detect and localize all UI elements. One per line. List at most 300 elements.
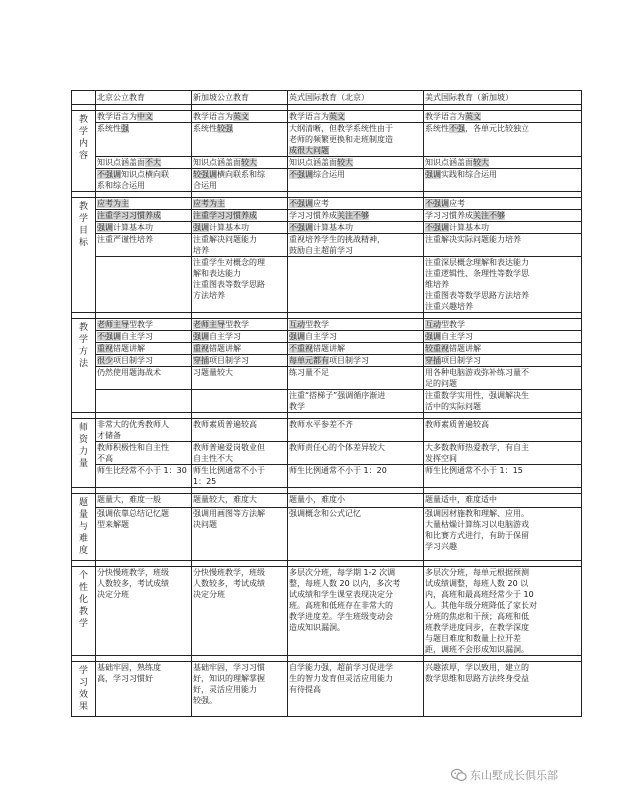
table-row bbox=[72, 331, 582, 343]
table-row bbox=[72, 465, 582, 488]
category-char: 习 bbox=[78, 678, 88, 688]
cell-line bbox=[193, 331, 286, 342]
table-row bbox=[72, 169, 582, 192]
cell-text: 实践和综合运用 bbox=[441, 170, 497, 179]
cell-line bbox=[289, 508, 422, 519]
cell-line bbox=[97, 198, 190, 209]
cell-line bbox=[425, 390, 580, 401]
table-row bbox=[72, 257, 582, 313]
cell-line bbox=[289, 494, 422, 505]
cell-singapore-public bbox=[192, 222, 288, 234]
category-label bbox=[72, 494, 96, 561]
cell-beijing-public bbox=[96, 662, 192, 717]
cell-line bbox=[97, 111, 190, 122]
cell-singapore-public bbox=[192, 494, 288, 508]
highlighted-text: 应考为主 bbox=[97, 199, 129, 208]
cell-line bbox=[289, 123, 422, 134]
cell-line bbox=[425, 401, 580, 412]
table-row bbox=[72, 111, 582, 123]
cell-text: 内，高班和最高班经常少于 10 bbox=[425, 590, 534, 599]
cell-line bbox=[425, 633, 580, 644]
cell-line bbox=[193, 578, 286, 589]
cell-text: 自主性不大 bbox=[193, 454, 233, 463]
cell-british-international bbox=[288, 662, 424, 717]
cell-american-international bbox=[424, 567, 582, 656]
cell-text: 教师水平参差不齐 bbox=[289, 420, 353, 429]
cell-american-international bbox=[424, 442, 582, 465]
cell-line bbox=[289, 234, 422, 245]
cell-line bbox=[425, 611, 580, 622]
cell-text: 分班的焦虑和干预；高班和低 bbox=[425, 612, 529, 621]
highlighted-text: 互动 bbox=[425, 320, 441, 329]
cell-line bbox=[425, 465, 580, 476]
table-row bbox=[72, 234, 582, 257]
cell-line bbox=[425, 210, 580, 221]
cell-line bbox=[289, 245, 422, 256]
cell-beijing-public bbox=[96, 567, 192, 656]
highlighted-text: 互动 bbox=[289, 320, 305, 329]
cell-american-international bbox=[424, 198, 582, 210]
cell-beijing-public bbox=[96, 465, 192, 488]
cell-line bbox=[193, 662, 286, 673]
cell-text: 1：25 bbox=[193, 477, 217, 486]
cell-text: 师生比例通常不小于 1：20 bbox=[289, 466, 387, 475]
cell-text: 自主学习 bbox=[305, 332, 337, 341]
cell-text: 项目制学习 bbox=[329, 356, 369, 365]
cell-text: 题量适中，难度适中 bbox=[425, 495, 497, 504]
category-char: 方 bbox=[78, 347, 88, 357]
column-header-british-international: 英式国际教育（北京） bbox=[288, 91, 424, 105]
cell-text: 计算基本功 bbox=[209, 223, 249, 232]
cell-line bbox=[193, 508, 286, 519]
cell-beijing-public bbox=[96, 508, 192, 561]
cell-american-international bbox=[424, 319, 582, 331]
cell-text: 题量较大，难度大 bbox=[193, 495, 257, 504]
cell-text: 计算基本功 bbox=[113, 223, 153, 232]
cell-line bbox=[425, 519, 580, 530]
cell-beijing-public bbox=[96, 390, 192, 413]
column-header-blank bbox=[72, 91, 96, 105]
highlighted-text: 强调 bbox=[425, 170, 441, 179]
table-header-row bbox=[72, 91, 582, 105]
cell-line bbox=[289, 111, 422, 122]
cell-text: 学习习惯养成 bbox=[425, 211, 473, 220]
cell-british-international bbox=[288, 222, 424, 234]
cell-line bbox=[97, 430, 190, 441]
cell-british-international bbox=[288, 111, 424, 123]
cell-text: 注重学生对概念的理 bbox=[193, 258, 265, 267]
cell-text: 才储备 bbox=[97, 431, 121, 440]
cell-line bbox=[425, 268, 580, 279]
cell-line bbox=[193, 279, 286, 290]
category-label bbox=[72, 198, 96, 313]
cell-line bbox=[425, 123, 580, 134]
cell-text: 兴趣浓厚，学以致用，建立的 bbox=[425, 663, 529, 672]
cell-line bbox=[425, 673, 580, 684]
cell-text: 自主学习 bbox=[441, 332, 473, 341]
cell-line bbox=[425, 331, 580, 342]
cell-line bbox=[193, 180, 286, 191]
highlighted-text: 不大 bbox=[145, 158, 161, 167]
cell-line bbox=[97, 367, 190, 378]
cell-beijing-public bbox=[96, 169, 192, 192]
category-char: 效 bbox=[78, 690, 88, 700]
cell-beijing-public bbox=[96, 367, 192, 390]
cell-text: 练习量不足 bbox=[289, 368, 329, 377]
cell-line bbox=[289, 355, 422, 366]
cell-british-international bbox=[288, 567, 424, 656]
cell-american-international bbox=[424, 169, 582, 192]
cell-line bbox=[193, 343, 286, 354]
cell-singapore-public bbox=[192, 319, 288, 331]
cell-line bbox=[193, 319, 286, 330]
highlighted-text: 较大 bbox=[337, 158, 353, 167]
category-char: 标 bbox=[78, 238, 88, 248]
cell-british-international bbox=[288, 198, 424, 210]
cell-singapore-public bbox=[192, 567, 288, 656]
category-char: 量 bbox=[78, 510, 88, 520]
cell-british-international bbox=[288, 331, 424, 343]
cell-text: 仍然使用题海战术 bbox=[97, 368, 161, 377]
cell-british-international bbox=[288, 419, 424, 442]
cell-singapore-public bbox=[192, 367, 288, 390]
cell-line bbox=[193, 210, 286, 221]
category-char: 学 bbox=[78, 619, 88, 629]
category-label bbox=[72, 567, 96, 656]
category-char: 师 bbox=[78, 423, 88, 433]
cell-line bbox=[193, 222, 286, 233]
cell-american-international bbox=[424, 419, 582, 442]
cell-text: 强调用画图等方法解 bbox=[193, 509, 265, 519]
category-char: 与 bbox=[78, 522, 88, 532]
cell-text: 合运用 bbox=[193, 181, 217, 190]
cell-text: 班。高班和低班存在非常大的 bbox=[289, 601, 393, 610]
cell-line bbox=[289, 673, 422, 684]
cell-text: 系统性 bbox=[97, 124, 121, 133]
table-row bbox=[72, 367, 582, 390]
cell-text: 多层次分班，每学期 1-2 次调 bbox=[289, 568, 396, 577]
cell-text: 生的智力发育但灵活应用能力 bbox=[289, 674, 393, 683]
highlighted-text: 不强调 bbox=[425, 199, 449, 208]
cell-text: 注重兴趣培养 bbox=[425, 302, 473, 311]
cell-text: 和比赛方式进行，有助于保留 bbox=[425, 531, 529, 541]
cell-line bbox=[97, 453, 190, 464]
cell-text: 项目制学习 bbox=[209, 356, 249, 365]
cell-text: 师生比经常不小于 1：30 bbox=[97, 466, 187, 475]
cell-text: 应考 bbox=[449, 199, 465, 208]
cell-singapore-public bbox=[192, 210, 288, 222]
cell-line bbox=[289, 390, 422, 401]
cell-singapore-public bbox=[192, 390, 288, 413]
cell-text: 应考 bbox=[313, 199, 329, 208]
cell-line bbox=[97, 662, 190, 673]
cell-beijing-public bbox=[96, 234, 192, 257]
cell-text: 试成绩调整，每班人数 20 以 bbox=[425, 579, 529, 588]
cell-line bbox=[289, 210, 422, 221]
cell-text: 基础牢固，熟练度 bbox=[97, 663, 161, 672]
cell-singapore-public bbox=[192, 355, 288, 367]
cell-text: 注重图表等数学思路方法培养 bbox=[425, 291, 529, 300]
cell-british-international bbox=[288, 234, 424, 257]
cell-text: 老师的频繁更换和走班制度造 bbox=[289, 135, 393, 144]
education-comparison-table bbox=[71, 90, 582, 717]
category-char: 教 bbox=[78, 115, 88, 125]
cell-line bbox=[97, 180, 190, 191]
cell-text: 决问题 bbox=[193, 520, 217, 530]
cell-line bbox=[97, 508, 190, 519]
cell-text: 与题目难度和数量上拉开差 bbox=[425, 634, 521, 643]
cell-line bbox=[193, 673, 286, 684]
category-char: 化 bbox=[78, 595, 88, 605]
cell-line bbox=[289, 567, 422, 578]
cell-text: 多层次分班，每单元根据预测 bbox=[425, 568, 529, 577]
cell-line bbox=[289, 465, 422, 476]
cell-text: 基础牢固，学习习惯 bbox=[193, 663, 265, 672]
cell-american-international bbox=[424, 662, 582, 717]
cell-american-international bbox=[424, 257, 582, 313]
cell-text: 教学进度差。学生班级变动会 bbox=[289, 612, 393, 621]
cell-line bbox=[425, 319, 580, 330]
cell-line bbox=[425, 578, 580, 589]
highlighted-text: 强 bbox=[121, 124, 129, 133]
cell-text: 足的问题 bbox=[425, 379, 457, 388]
highlighted-text: 较强 bbox=[217, 124, 233, 133]
category-char: 法 bbox=[78, 359, 88, 369]
cell-singapore-public bbox=[192, 442, 288, 465]
cell-british-international bbox=[288, 210, 424, 222]
table-row bbox=[72, 442, 582, 465]
cell-line bbox=[97, 169, 190, 180]
cell-line bbox=[193, 695, 286, 706]
cell-line bbox=[425, 301, 580, 312]
cell-text: 型教学 bbox=[441, 320, 465, 329]
cell-line bbox=[97, 673, 190, 684]
cell-text: 人数较多，考试成绩 bbox=[97, 579, 169, 588]
cell-line bbox=[97, 442, 190, 453]
cell-line bbox=[193, 290, 286, 301]
cell-line bbox=[97, 319, 190, 330]
cell-line bbox=[289, 419, 422, 430]
highlighted-text: 较重视 bbox=[425, 344, 449, 353]
highlighted-text: 老师主导 bbox=[97, 320, 129, 329]
category-label bbox=[72, 111, 96, 192]
highlighted-text: 重视 bbox=[193, 344, 209, 353]
cell-line bbox=[425, 662, 580, 673]
cell-line bbox=[193, 198, 286, 209]
cell-beijing-public bbox=[96, 343, 192, 355]
cell-text: 班教学进度同步，在教学深度 bbox=[425, 623, 529, 632]
table-row bbox=[72, 494, 582, 508]
cell-line bbox=[425, 111, 580, 122]
watermark-text: 东山墅成长俱乐部 bbox=[470, 769, 558, 782]
cell-text: 注重“搭梯子”强调循序渐进 bbox=[289, 391, 386, 400]
cell-british-international bbox=[288, 494, 424, 508]
cell-text: 整，每班人数 20 以内，多次考 bbox=[289, 579, 401, 588]
cell-text: 教学 bbox=[289, 402, 305, 411]
cell-line bbox=[425, 453, 580, 464]
cell-text: 题量小，难度小 bbox=[289, 495, 345, 504]
table-row bbox=[72, 567, 582, 656]
cell-british-international bbox=[288, 157, 424, 169]
cell-text: 较强。 bbox=[193, 696, 217, 705]
cell-line bbox=[193, 123, 286, 134]
cell-text: 大纲清晰，但教学系统性由于 bbox=[289, 124, 393, 133]
cell-text: 好，知识的理解掌握 bbox=[193, 674, 265, 683]
cell-line bbox=[193, 442, 286, 453]
cell-line bbox=[425, 378, 580, 389]
cell-line bbox=[97, 222, 190, 233]
cell-line bbox=[289, 222, 422, 233]
cell-line bbox=[289, 611, 422, 622]
category-char: 度 bbox=[78, 546, 88, 556]
cell-singapore-public bbox=[192, 662, 288, 717]
cell-beijing-public bbox=[96, 355, 192, 367]
cell-line bbox=[425, 494, 580, 505]
cell-line bbox=[193, 465, 286, 476]
cell-line bbox=[193, 157, 286, 168]
comparison-table-sheet bbox=[71, 90, 581, 717]
cell-text: 注重数学实用性，强调解决生 bbox=[425, 391, 529, 400]
cell-text: 教师积极性和自主性 bbox=[97, 443, 169, 452]
cell-line bbox=[289, 442, 422, 453]
cell-line bbox=[97, 519, 190, 530]
highlighted-text: 穿插 bbox=[425, 356, 441, 365]
cell-line bbox=[289, 367, 422, 378]
cell-beijing-public bbox=[96, 198, 192, 210]
cell-line bbox=[425, 419, 580, 430]
highlighted-text: 英文 bbox=[329, 112, 345, 121]
cell-text: 用各种电脑游戏弥补练习量不 bbox=[425, 368, 529, 377]
cell-line bbox=[97, 578, 190, 589]
cell-line bbox=[97, 567, 190, 578]
cell-line bbox=[193, 268, 286, 279]
cell-line bbox=[425, 541, 580, 552]
cell-line bbox=[97, 343, 190, 354]
highlighted-text: 注重学习习惯养成 bbox=[193, 211, 257, 220]
table-row bbox=[72, 210, 582, 222]
cell-text: 非常大的优秀教师人 bbox=[97, 420, 169, 429]
cell-line bbox=[289, 589, 422, 600]
cell-british-international bbox=[288, 343, 424, 355]
cell-line bbox=[289, 157, 422, 168]
cell-british-international bbox=[288, 319, 424, 331]
cell-singapore-public bbox=[192, 508, 288, 561]
highlighted-text: 不强调 bbox=[289, 170, 313, 179]
cell-british-international bbox=[288, 123, 424, 157]
highlighted-text: 强调 bbox=[425, 332, 441, 341]
table-row bbox=[72, 123, 582, 157]
cell-line bbox=[193, 567, 286, 578]
cell-line bbox=[425, 367, 580, 378]
cell-american-international bbox=[424, 390, 582, 413]
cell-singapore-public bbox=[192, 331, 288, 343]
cell-american-international bbox=[424, 343, 582, 355]
cell-text: 不高 bbox=[97, 454, 113, 463]
cell-line bbox=[193, 519, 286, 530]
cell-singapore-public bbox=[192, 169, 288, 192]
cell-line bbox=[289, 331, 422, 342]
cell-text: 培养 bbox=[193, 246, 209, 255]
table-row bbox=[72, 157, 582, 169]
cell-text: 学习兴趣 bbox=[425, 542, 457, 552]
highlighted-text: 关注不够 bbox=[337, 211, 369, 220]
highlighted-text: 强调 bbox=[97, 223, 113, 232]
cell-text: 教师责任心的个体差异较大 bbox=[289, 443, 385, 452]
cell-text: 知识点横向联 bbox=[121, 170, 169, 179]
cell-line bbox=[425, 567, 580, 578]
cell-line bbox=[193, 111, 286, 122]
cell-line bbox=[289, 319, 422, 330]
cell-text: 教师素质普遍较高 bbox=[193, 420, 257, 429]
category-char: 学 bbox=[78, 127, 88, 137]
cell-line bbox=[425, 279, 580, 290]
highlighted-text: 较强调 bbox=[193, 170, 217, 179]
cell-text: 人。其他年级分班降低了家长对 bbox=[425, 601, 537, 610]
cell-line bbox=[289, 145, 422, 156]
cell-line bbox=[425, 442, 580, 453]
cell-text: 横向联系和综 bbox=[217, 170, 265, 179]
cell-british-international bbox=[288, 508, 424, 561]
cell-text: 试成绩和学生课堂表现决定分 bbox=[289, 590, 393, 599]
highlighted-text: 不强调 bbox=[289, 223, 313, 232]
cell-line bbox=[425, 343, 580, 354]
cell-text: 自学能力强，超前学习促进学 bbox=[289, 663, 393, 672]
cell-line bbox=[425, 644, 580, 655]
cell-line bbox=[289, 684, 422, 695]
cell-british-international bbox=[288, 442, 424, 465]
highlighted-text: 强调 bbox=[193, 223, 209, 232]
cell-text: 高，学习习惯好 bbox=[97, 674, 153, 683]
cell-text: 项目制学习 bbox=[113, 356, 153, 365]
highlighted-text: 不强调 bbox=[97, 170, 121, 179]
category-char: 内 bbox=[78, 139, 88, 149]
cell-american-international bbox=[424, 222, 582, 234]
cell-line bbox=[193, 257, 286, 268]
cell-text: 知识点涵盖面 bbox=[289, 158, 337, 167]
cell-line bbox=[425, 257, 580, 268]
cell-american-international bbox=[424, 157, 582, 169]
cell-text: 强调概念和公式记忆 bbox=[289, 509, 361, 519]
cell-line bbox=[97, 589, 190, 600]
cell-text: 强调因材施教和理解、应用。 bbox=[425, 509, 529, 519]
category-char: 性 bbox=[78, 583, 88, 593]
highlighted-text: 强调 bbox=[193, 332, 209, 341]
cell-line bbox=[97, 331, 190, 342]
cell-text: 错题讲解 bbox=[113, 344, 145, 353]
highlighted-text: 老师主导 bbox=[193, 320, 225, 329]
cell-text: 维培养 bbox=[425, 280, 449, 289]
cell-text: 决定分班 bbox=[193, 590, 225, 599]
cell-american-international bbox=[424, 367, 582, 390]
cell-line bbox=[289, 401, 422, 412]
cell-text: 注重解决问题能力 bbox=[193, 235, 257, 244]
highlighted-text: 穿插 bbox=[193, 356, 209, 365]
table-row bbox=[72, 319, 582, 331]
cell-text: 距，调班不会形成知识漏洞。 bbox=[425, 645, 529, 654]
cell-line bbox=[425, 589, 580, 600]
highlighted-text: 每单元都有 bbox=[289, 356, 329, 365]
cell-text: 注重解决实际问题能力培养 bbox=[425, 235, 521, 244]
cell-singapore-public bbox=[192, 198, 288, 210]
highlighted-text: 很少 bbox=[97, 356, 113, 365]
cell-line bbox=[193, 589, 286, 600]
highlighted-text: 英文 bbox=[233, 112, 249, 121]
cell-singapore-public bbox=[192, 111, 288, 123]
cell-text: 决定分班 bbox=[97, 590, 129, 599]
cell-line bbox=[193, 169, 286, 180]
cell-text: 注重严谨性培养 bbox=[97, 235, 153, 244]
cell-text: 好，灵活应用能力 bbox=[193, 685, 257, 694]
